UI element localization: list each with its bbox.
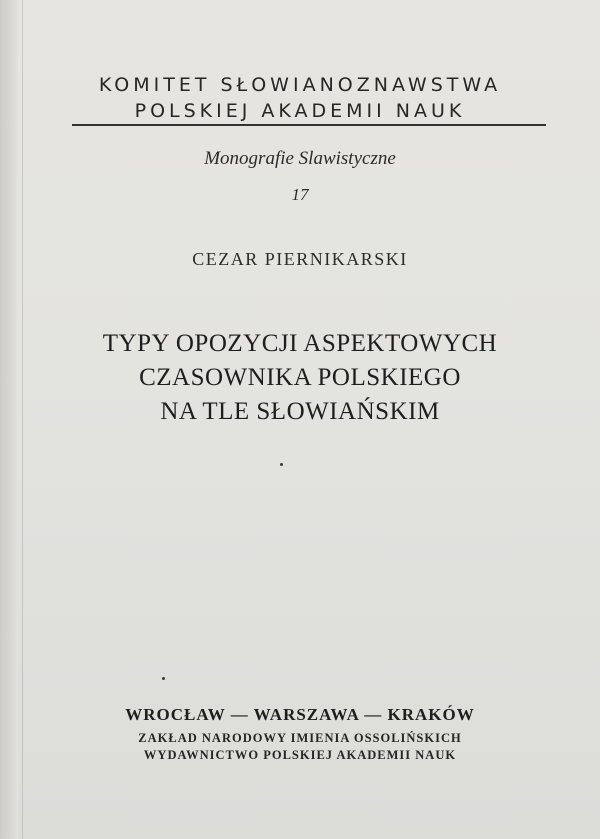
committee-name-line-2: POLSKIEJ AKADEMII NAUK [134, 100, 466, 122]
book-title-line-3: NA TLE SŁOWIAŃSKIM [160, 398, 440, 425]
publisher-line-1: ZAKŁAD NARODOWY IMIENIA OSSOLIŃSKICH [138, 731, 462, 745]
book-title-line-1: TYPY OPOZYCJI ASPEKTOWYCH [102, 330, 498, 357]
series-number: 17 [291, 185, 309, 204]
ink-speck [162, 677, 165, 680]
series-name: Monografie Slawistyczne [204, 148, 396, 169]
committee-name-line-1: KOMITET SŁOWIANOZNAWSTWA [98, 74, 502, 96]
ink-speck [280, 463, 283, 466]
book-title-line-2: CZASOWNIKA POLSKIEGO [139, 364, 461, 391]
author-name: CEZAR PIERNIKARSKI [192, 249, 408, 269]
publication-cities: WROCŁAW — WARSZAWA — KRAKÓW [125, 705, 475, 724]
header-rule [72, 124, 546, 126]
publisher-line-2: WYDAWNICTWO POLSKIEJ AKADEMII NAUK [143, 748, 457, 762]
